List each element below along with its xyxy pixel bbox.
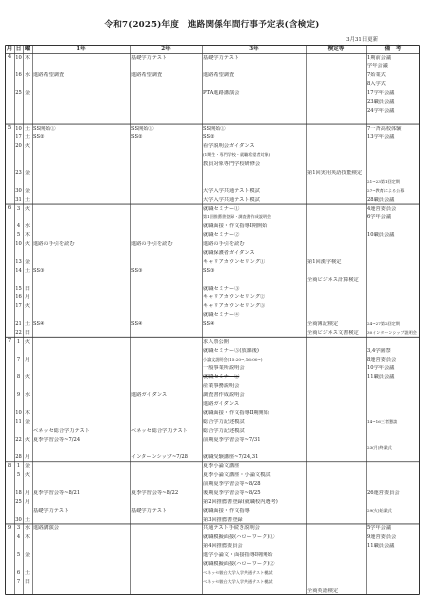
day-cell: 31: [15, 196, 22, 203]
grade3-event: 就職セミナー②: [203, 232, 240, 239]
grade3-event: 就職面接・作文指導Ⅰ期開始: [203, 223, 268, 230]
weekday-cell: 火: [24, 472, 31, 479]
grade3-event: 就職セミナー⑥: [203, 374, 240, 381]
grade3-event: 共通テスト手続き説明会: [203, 525, 260, 532]
weekday-cell: 月: [24, 489, 31, 496]
day-cell: 10: [15, 409, 22, 416]
grade1-event: SS開始①: [33, 125, 56, 132]
month-label: 7: [7, 338, 12, 345]
schedule-table: [5, 45, 420, 595]
remarks-note: 23(月)終業式: [367, 445, 392, 451]
weekday-cell: 火: [24, 143, 31, 150]
remarks-note: 21~23第1回定期: [367, 178, 400, 184]
weekday-cell: 金: [24, 187, 31, 194]
grade3-event: キャリアカウンセリング③: [203, 303, 266, 310]
remarks-note: 28職員会議: [367, 196, 395, 203]
weekday-cell: 土: [24, 196, 31, 203]
grade3-event: 就職セミナー①: [203, 205, 240, 212]
grade2-event: SS開始①: [131, 125, 154, 132]
remarks-note: 26運営委員会: [367, 489, 400, 496]
header-day: 日: [15, 46, 22, 52]
grade2-event: 進路希望調査: [131, 72, 163, 79]
weekday-cell: 火: [24, 436, 31, 443]
grade2-event: SS②: [131, 134, 143, 141]
day-cell: 6: [16, 569, 21, 576]
remarks-note: 10職員会議: [367, 232, 395, 239]
weekday-cell: 木: [24, 232, 31, 239]
weekday-cell: 土: [24, 569, 31, 576]
month-label: 5: [7, 125, 12, 132]
remarks-note: 10学年会議: [367, 365, 395, 372]
day-cell: 5: [16, 232, 21, 239]
grade3-event: 進路希望調査: [203, 72, 235, 79]
grade2-event: 進路の手引を読む: [131, 241, 173, 248]
grade3-event: 第4回推薦委員会: [203, 543, 243, 550]
month-label: 9: [7, 524, 12, 531]
grade1-event: SS②: [33, 134, 45, 141]
remarks-note: 6学年会議: [367, 214, 392, 221]
grade2-event: SS③: [131, 267, 143, 274]
grade2-event: インターンシップ~7/28: [131, 454, 188, 461]
day-cell: 7: [16, 578, 21, 585]
weekday-cell: 金: [24, 552, 31, 559]
grade2-event: 基礎学力テスト: [131, 54, 168, 61]
grade3-event: PTA進路講演会: [203, 90, 240, 97]
day-cell: 3: [16, 205, 21, 212]
weekday-cell: 日: [24, 329, 31, 336]
day-cell: 30: [15, 516, 22, 523]
grade3-event: 就職模擬面接(ハローワーク)②: [203, 560, 275, 567]
grade3-event: 求人票公開: [203, 338, 229, 345]
grade3-event: キャリアカウンセリング①: [203, 258, 266, 265]
day-cell: 25: [15, 90, 22, 97]
grade3-event: ベネッセ駿台大学入学共通テスト模試: [203, 578, 273, 584]
day-cell: 22: [15, 329, 22, 336]
weekday-cell: 木: [24, 54, 31, 61]
day-cell: 10: [15, 241, 22, 248]
day-cell: 20: [15, 143, 22, 150]
day-cell: 1: [16, 463, 21, 470]
remarks-note: 11職員会議: [367, 374, 395, 381]
grade1-event: 夏季学習会等~7/24: [33, 436, 81, 443]
day-cell: 16: [15, 72, 22, 79]
weekday-cell: 水: [24, 72, 31, 79]
grade2-event: 基礎学力テスト: [131, 507, 168, 514]
grade1-event: 進路の手引を読む: [33, 241, 75, 248]
grade3-event: 総合学力記述模試: [203, 427, 245, 434]
weekday-cell: 月: [24, 498, 31, 505]
grade1-event: SS③: [33, 267, 45, 274]
weekday-cell: 水: [24, 525, 31, 532]
grade3-event: 大学入学共通テスト模試: [203, 187, 260, 194]
weekday-cell: 金: [24, 90, 31, 97]
grade2-event: ベネッセ総合学力テスト: [131, 427, 188, 434]
day-cell: 17: [15, 303, 22, 310]
weekday-cell: 火: [24, 241, 31, 248]
day-cell: 15: [15, 285, 22, 292]
day-cell: 25: [15, 498, 22, 505]
month-label: 4: [7, 54, 12, 60]
remarks-note: 11職員会議: [367, 543, 395, 550]
weekday-cell: 火: [24, 205, 31, 212]
header-grade2: 2年: [161, 46, 171, 52]
remarks-note: 13学年会議: [367, 134, 395, 141]
grade3-event: 調査書作成説明会: [203, 392, 245, 399]
grade3-event: 大学入学共通テスト模試: [203, 196, 260, 203]
day-cell: 28: [15, 454, 22, 461]
grade3-event: 就職セミナー⑤(放課後): [203, 347, 259, 354]
weekday-cell: 金: [24, 463, 31, 470]
grade3-event: 就職保護者ガイダンス: [203, 249, 255, 256]
day-cell: 10: [15, 54, 22, 61]
weekday-cell: 土: [24, 134, 31, 141]
weekday-cell: 土: [24, 267, 31, 274]
grade1-event: ベネッセ総合学力テスト: [33, 427, 90, 434]
exam-event: 第1回漢字検定: [307, 258, 342, 265]
grade1-event: 夏季学習会等~8/21: [33, 489, 81, 496]
remarks-note: 5学年会議: [367, 525, 392, 532]
document-title: 令和7(2025)年度 進路関係年間行事予定表(含検定): [104, 20, 320, 30]
weekday-cell: 月: [24, 294, 31, 301]
day-cell: 1: [16, 338, 21, 345]
grade3-event: 第1回推薦書登録・調査書作成説明会: [203, 214, 272, 220]
weekday-cell: 水: [24, 392, 31, 399]
grade3-event: 産業事務説明会: [203, 383, 240, 390]
remarks-note: 27~教育による公募: [367, 187, 405, 193]
remarks-note: 30インターンシップ説明会: [367, 329, 417, 335]
day-cell: 5: [16, 552, 21, 559]
grade3-event: SS④: [203, 321, 215, 328]
day-cell: 23: [15, 170, 22, 176]
grade3-event: 第3回推薦書登録: [203, 516, 243, 523]
remarks-note: 14~16三者懇談: [367, 418, 398, 424]
grade3-event: 小論文説明会(15:20~,16:00~): [203, 356, 263, 362]
exam-event: 全商ビジネス計算検定: [307, 276, 359, 283]
weekday-cell: 火: [24, 374, 31, 381]
grade2-event: 進路ガイダンス: [131, 392, 168, 399]
remarks-note: 7一斉高校体験: [367, 125, 402, 132]
weekday-cell: 木: [24, 534, 31, 541]
day-cell: 9: [16, 392, 21, 399]
exam-event: 第1回実用英語技能検定: [307, 170, 363, 176]
header-weekday: 曜: [24, 46, 31, 52]
header-month: 月: [6, 46, 13, 52]
grade3-event: 就職面接・作文指導Ⅱ期開始: [203, 409, 269, 416]
remarks-note: 学年会議: [367, 63, 388, 70]
grade1-event: 進路講演会: [33, 525, 59, 532]
grade3-event: 後期夏季学習会等~8/25: [203, 489, 261, 496]
grade3-event: キャリアカウンセリング②: [203, 294, 266, 301]
weekday-cell: 木: [24, 409, 31, 416]
grade1-event: 進路希望調査: [33, 72, 65, 79]
grade3-event: 進学小論文・面接指導Ⅰ期開始: [203, 552, 273, 559]
weekday-cell: 金: [24, 418, 31, 425]
grade3-event: 前期夏季学習会等~8/28: [203, 480, 261, 487]
day-cell: 17: [15, 134, 22, 141]
header-exam: 検定等: [327, 46, 345, 52]
grade3-event: 一般事業所説明会: [203, 365, 245, 372]
day-cell: 16: [15, 294, 22, 301]
exam-event: 全商簿記検定: [307, 321, 339, 328]
day-cell: 21: [15, 321, 22, 328]
header-grade1: 1年: [76, 46, 86, 52]
month-label: 6: [7, 205, 12, 212]
remarks-note: 1期前会議: [367, 54, 392, 61]
remarks-note: 24~27第2回定期: [367, 321, 400, 327]
day-cell: 4: [16, 223, 21, 230]
grade3-event: SS③: [203, 267, 215, 274]
weekday-cell: 日: [24, 578, 31, 585]
weekday-cell: 金: [24, 258, 31, 265]
weekday-cell: 土: [24, 125, 31, 132]
grade3-event: ベネッセ駿台大学入学共通テスト模試: [203, 569, 273, 575]
weekday-cell: 月: [24, 454, 31, 461]
grade3-event: 看学説明会ガイダンス: [203, 143, 255, 150]
grade3-event: 教員対象専門学校研修会: [203, 161, 261, 168]
weekday-cell: 金: [24, 170, 31, 176]
day-cell: 5: [16, 472, 21, 479]
weekday-cell: 火: [24, 303, 31, 310]
grade1-event: SS④: [33, 321, 45, 328]
remarks-note: 9運営委員会: [367, 534, 397, 541]
day-cell: 3: [16, 525, 21, 532]
grade3-event: 夏季小論文講座・小論文模試: [203, 472, 271, 479]
grade3-event: (1期生・専門学校・就職希望者対象): [203, 152, 271, 158]
day-cell: 22: [15, 436, 22, 443]
grade3-event: SS②: [203, 134, 215, 141]
remarks-note: 8運営委員会: [367, 356, 397, 363]
day-cell: 18: [15, 489, 22, 496]
header-grade3: 3年: [249, 46, 259, 52]
grade3-event: 総合学力記述模試: [203, 418, 245, 425]
weekday-cell: 火: [24, 338, 31, 345]
grade3-event: 基礎学力テスト: [203, 54, 240, 61]
grade3-event: 就職模擬面接(ハローワーク)①: [203, 534, 275, 541]
weekday-cell: 日: [24, 285, 31, 292]
weekday-cell: 水: [24, 223, 31, 230]
remarks-note: 24学年会議: [367, 107, 395, 114]
grade3-event: 夏季小論文講座: [203, 463, 240, 470]
grade3-event: 就職セミナー④: [203, 312, 240, 319]
grade3-event: 就職セミナー③: [203, 285, 240, 292]
grade3-event: SS開始①: [203, 125, 226, 132]
day-cell: 10: [15, 125, 22, 132]
weekday-cell: 月: [24, 356, 31, 363]
grade2-event: 夏季学習会等~8/22: [131, 489, 179, 496]
grade3-event: 進路ガイダンス: [203, 401, 240, 408]
day-cell: 14: [15, 267, 22, 274]
grade2-event: SS④: [131, 321, 143, 328]
weekday-cell: 土: [24, 321, 31, 328]
remarks-note: 8入学式: [367, 81, 386, 88]
exam-event: 全商英語検定: [307, 587, 339, 594]
day-cell: 8: [16, 374, 21, 381]
grade3-event: 就職受験講座~7/24,31: [203, 454, 259, 461]
update-date: 3月31日更新: [346, 37, 378, 43]
remarks-note: 7始業式: [367, 72, 386, 79]
exam-event: 全商ビジネス文書検定: [307, 329, 359, 336]
day-cell: 13: [15, 258, 22, 265]
day-cell: 30: [15, 187, 22, 194]
grade3-event: 就職面接・作文指導: [203, 507, 250, 514]
header-remarks: 備 考: [384, 46, 402, 52]
remarks-note: 3,4学園祭: [367, 347, 391, 354]
remarks-note: 29(火)始業式: [367, 507, 392, 513]
remarks-note: 17学年会議: [367, 90, 395, 97]
remarks-note: 23職員会議: [367, 98, 395, 105]
month-label: 8: [7, 462, 12, 469]
day-cell: 7: [16, 356, 21, 363]
remarks-note: 4運営委員会: [367, 205, 397, 212]
day-cell: 4: [16, 534, 21, 541]
grade3-event: 進路の手引を読む: [203, 241, 245, 248]
weekday-cell: 土: [24, 516, 31, 523]
grade3-event: 第2回推薦書登録(就職校内選考): [203, 498, 278, 505]
grade3-event: 前期夏季学習会等~7/31: [203, 436, 261, 443]
grade1-event: 基礎学力テスト: [33, 507, 70, 514]
day-cell: 11: [15, 418, 22, 425]
